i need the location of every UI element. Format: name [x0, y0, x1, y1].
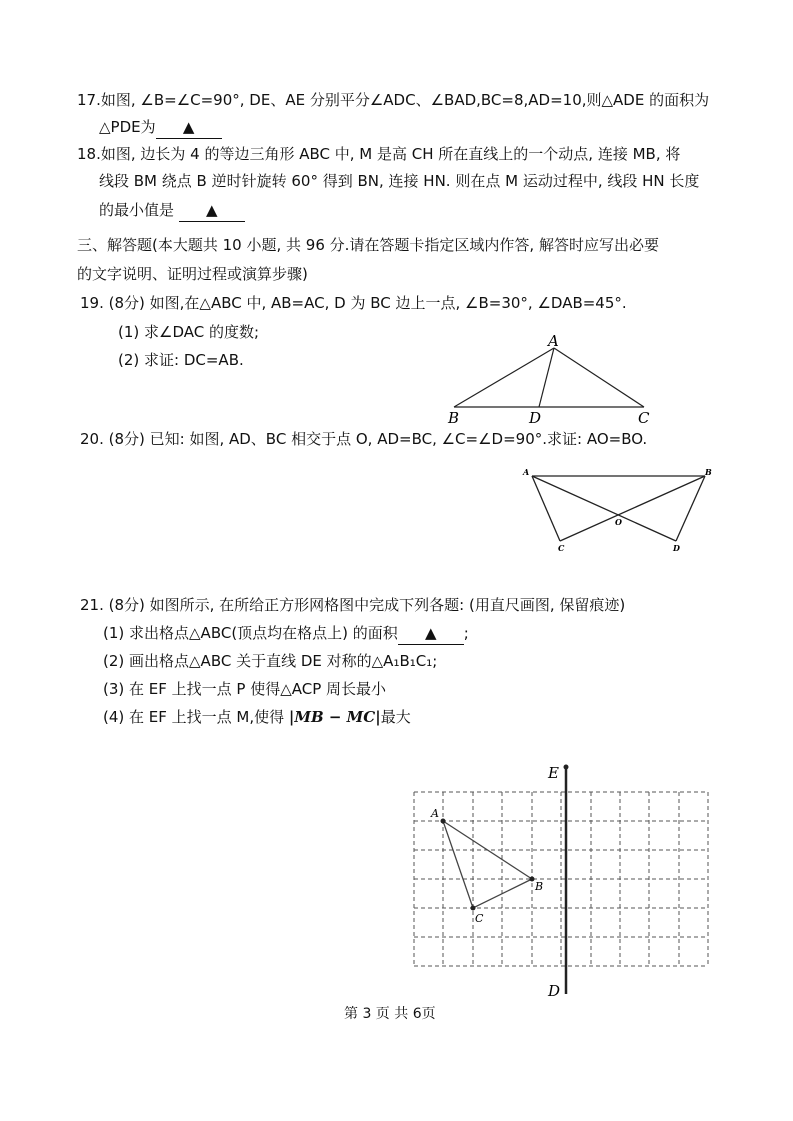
label-a: A	[523, 467, 530, 477]
section3-heading-line1: 三、解答题(本大题共 10 小题, 共 96 分.请在答题卡指定区域内作答, 解答时应写出必要	[77, 236, 659, 254]
q21-part4	[103, 706, 411, 728]
q21-part4-text: (4) 在 EF 上找一点 M,使得	[103, 708, 285, 726]
label-a: A	[548, 332, 559, 350]
q21-part2: (2) 画出格点△ABC 关于直线 DE 对称的△A₁B₁C₁;	[103, 652, 438, 670]
segment-bc	[560, 476, 705, 541]
q18-line3-text: 的最小值是	[99, 201, 175, 219]
q21-part1	[103, 622, 469, 645]
segment-ac	[554, 348, 644, 407]
q18-line3	[99, 199, 245, 222]
point-b	[530, 877, 535, 882]
q19-stem: 19. (8分) 如图,在△ABC 中, AB=AC, D 为 BC 边上一点, ∠B=30°, ∠DAB=45°.	[80, 294, 627, 312]
triangle-mark-icon: ▲	[425, 624, 437, 642]
grid-lines	[414, 792, 708, 966]
triangle-mark-icon: ▲	[206, 201, 218, 219]
q17-line1: 17.如图, ∠B=∠C=90°, DE、AE 分别平分∠ADC、∠BAD,BC=8,AD=10,则△ADE 的面积为	[77, 91, 710, 109]
q20-stem: 20. (8分) 已知: 如图, AD、BC 相交于点 O, AD=BC, ∠C=∠D=90°.求证: AO=BO.	[80, 430, 648, 448]
q20-crossing-figure	[515, 465, 715, 555]
q17-line2-text: △PDE为	[99, 118, 156, 136]
section3-heading-line2: 的文字说明、证明过程或演算步骤)	[77, 265, 308, 283]
segment-ac	[532, 476, 560, 541]
q18-line2: 线段 BM 绕点 B 逆时针旋转 60° 得到 BN, 连接 HN. 则在点 M 运动过程中, 线段 HN 长度	[99, 172, 700, 190]
q19-triangle-figure	[440, 330, 660, 430]
segment-bd	[676, 476, 705, 541]
point-c	[471, 906, 476, 911]
q21-part4-formula: |MB − MC|	[288, 708, 381, 726]
triangle-abc	[443, 821, 532, 908]
label-d: D	[529, 409, 542, 427]
segment-ab	[454, 348, 554, 407]
q18-answer-blank[interactable]	[179, 199, 245, 222]
label-c: C	[558, 543, 565, 553]
page-number-footer: 第 3 页 共 6页	[344, 1006, 436, 1022]
q21-answer-blank[interactable]	[398, 622, 464, 645]
label-o: O	[615, 517, 622, 527]
triangle-mark-icon: ▲	[182, 118, 195, 136]
label-b: B	[448, 409, 460, 427]
label-c: C	[475, 912, 484, 925]
q17-line2	[99, 116, 222, 139]
q17-answer-blank[interactable]	[156, 116, 222, 139]
q18-line1: 18.如图, 边长为 4 的等边三角形 ABC 中, M 是高 CH 所在直线上的一个动点, 连接 MB, 将	[77, 145, 681, 163]
q21-stem: 21. (8分) 如图所示, 在所给正方形网格图中完成下列各题: (用直尺画图, 保留痕迹)	[80, 596, 626, 614]
segment-ad	[532, 476, 676, 541]
q21-part3: (3) 在 EF 上找一点 P 使得△ACP 周长最小	[103, 680, 387, 698]
q21-part1-text: (1) 求出格点△ABC(顶点均在格点上) 的面积	[103, 624, 398, 642]
label-d: D	[548, 982, 561, 1000]
label-d: D	[673, 543, 680, 553]
label-e: E	[548, 764, 559, 782]
q21-grid-figure	[405, 760, 715, 1000]
label-a: A	[431, 807, 439, 820]
q19-part1: (1) 求∠DAC 的度数;	[118, 323, 260, 341]
q21-part4-end: 最大	[380, 708, 411, 726]
q19-part2: (2) 求证: DC=AB.	[118, 351, 244, 369]
label-c: C	[638, 409, 650, 427]
q21-part1-end: ;	[463, 624, 469, 642]
segment-ad	[539, 348, 554, 407]
label-b: B	[535, 880, 544, 893]
point-a	[441, 819, 446, 824]
label-b: B	[705, 467, 712, 477]
point-e	[564, 765, 569, 770]
